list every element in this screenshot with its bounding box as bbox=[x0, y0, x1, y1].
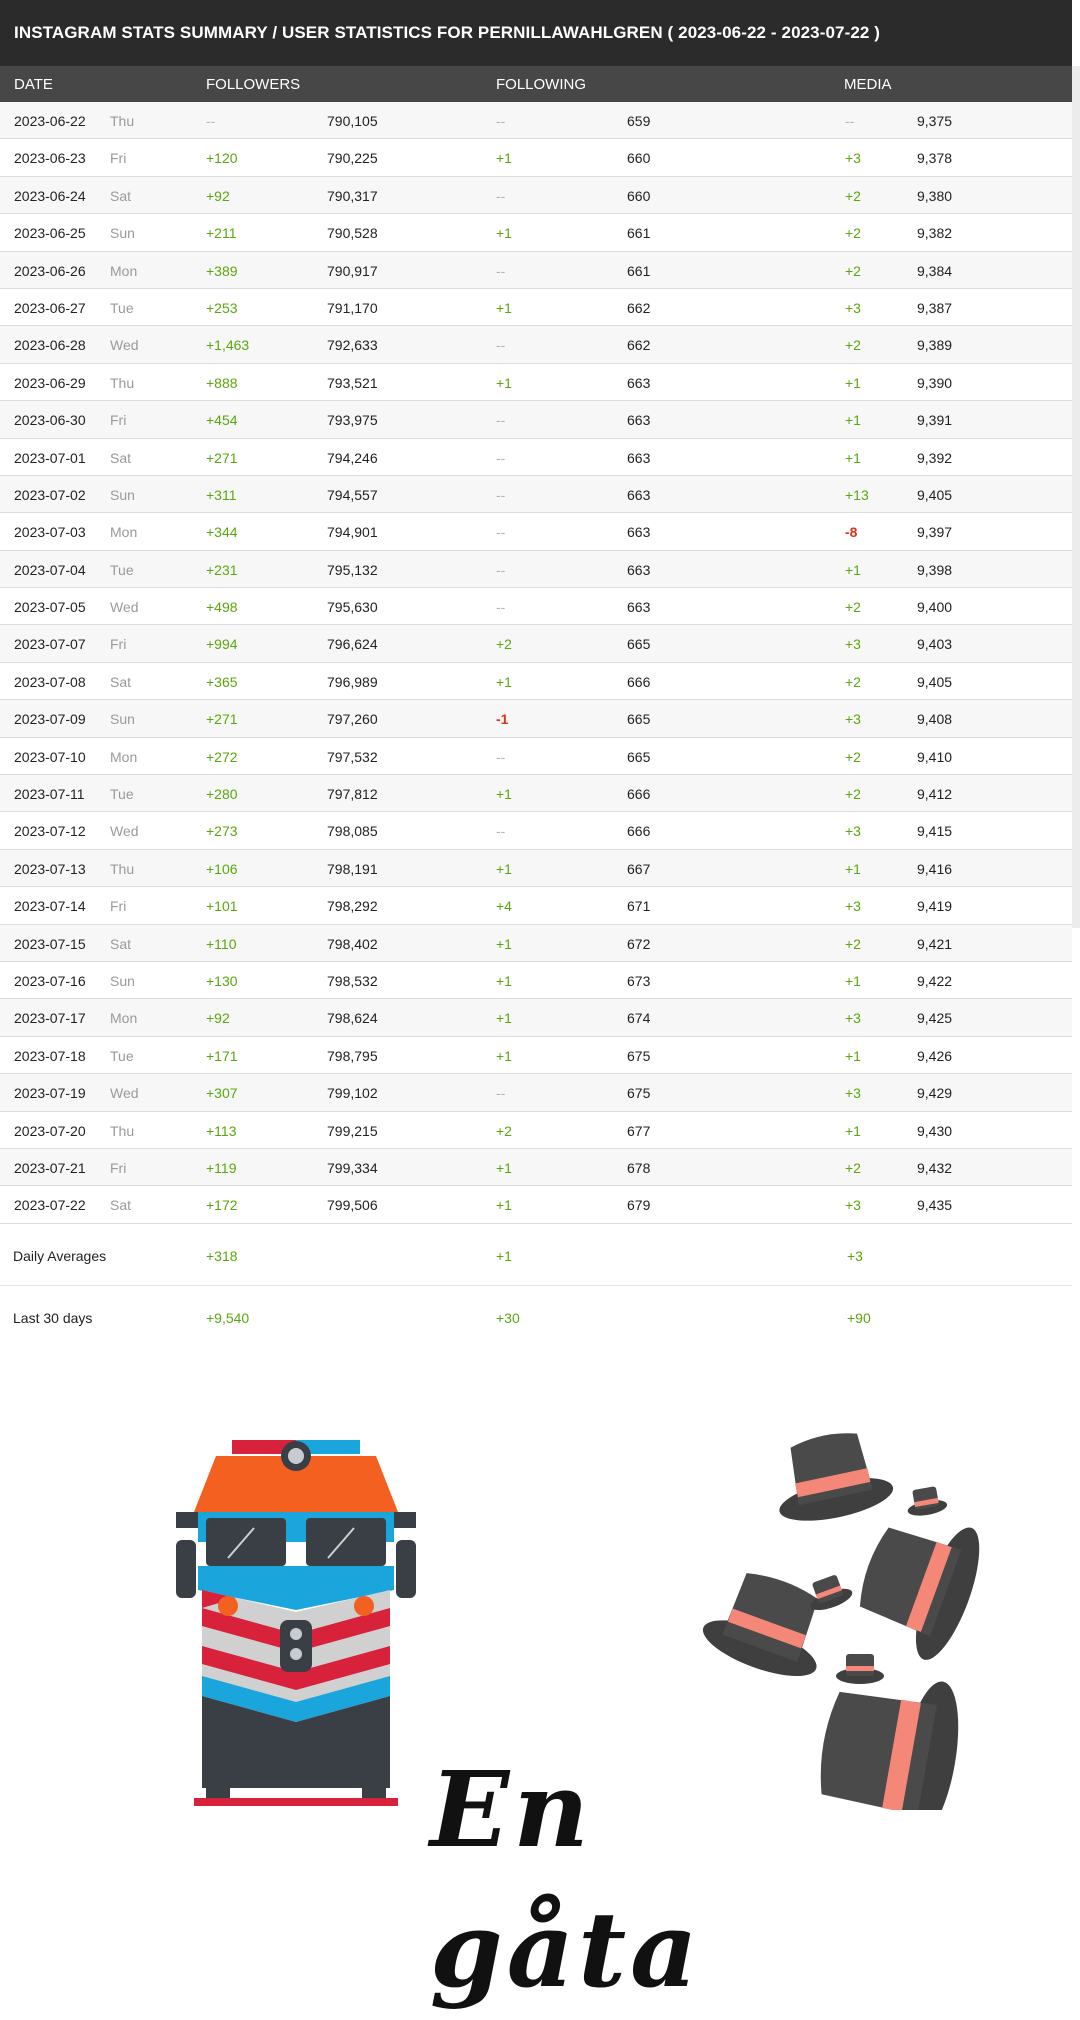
following-change-cell: +2 bbox=[496, 1122, 512, 1139]
followers-change-cell: +1,463 bbox=[206, 337, 250, 354]
media-total-cell: 9,425 bbox=[917, 1010, 953, 1027]
media-total-cell: 9,421 bbox=[917, 935, 953, 952]
followers-total-cell: 794,901 bbox=[327, 524, 378, 541]
followers-change-cell: +365 bbox=[206, 673, 238, 690]
table-row bbox=[0, 102, 1072, 139]
following-total-cell: 679 bbox=[627, 1197, 651, 1214]
table-row bbox=[0, 252, 1072, 289]
day-cell: Mon bbox=[110, 1010, 138, 1027]
page-title-text: INSTAGRAM STATS SUMMARY / USER STATISTICS FOR PERNILLAWAHLGREN ( 2023-06-22 - 2023-07-22 ) bbox=[14, 23, 881, 42]
date-cell: 2023-07-09 bbox=[14, 711, 86, 728]
table-row bbox=[0, 401, 1072, 438]
media-total-cell: 9,419 bbox=[917, 898, 953, 915]
date-cell: 2023-07-14 bbox=[14, 898, 86, 915]
media-total-cell: 9,390 bbox=[917, 374, 953, 391]
day-cell: Sun bbox=[110, 486, 135, 503]
day-cell: Wed bbox=[110, 823, 139, 840]
following-total-cell: 667 bbox=[627, 860, 651, 877]
followers-total-cell: 792,633 bbox=[327, 337, 378, 354]
day-cell: Tue bbox=[110, 1047, 134, 1064]
following-total-cell: 663 bbox=[627, 374, 651, 391]
followers-change-cell: +454 bbox=[206, 412, 238, 429]
following-change-cell: -- bbox=[496, 561, 506, 578]
media-total-cell: 9,403 bbox=[917, 636, 953, 653]
date-cell: 2023-07-08 bbox=[14, 673, 86, 690]
media-total-cell: 9,382 bbox=[917, 225, 953, 242]
media-change-cell: +1 bbox=[845, 972, 861, 989]
day-cell: Thu bbox=[110, 860, 135, 877]
followers-change-cell: +498 bbox=[206, 599, 238, 616]
table-row bbox=[0, 1186, 1072, 1223]
following-change-cell: +1 bbox=[496, 150, 512, 167]
table-row bbox=[0, 700, 1072, 737]
following-total-cell: 660 bbox=[627, 150, 651, 167]
following-total-cell: 663 bbox=[627, 486, 651, 503]
followers-total-cell: 793,975 bbox=[327, 412, 378, 429]
date-cell: 2023-07-12 bbox=[14, 823, 86, 840]
date-cell: 2023-07-02 bbox=[14, 486, 86, 503]
date-cell: 2023-06-28 bbox=[14, 337, 86, 354]
followers-total-cell: 799,334 bbox=[327, 1159, 378, 1176]
media-total-cell: 9,416 bbox=[917, 860, 953, 877]
media-total-cell: 9,415 bbox=[917, 823, 953, 840]
daily-averages-following: +1 bbox=[496, 1247, 512, 1264]
following-change-cell: -- bbox=[496, 449, 506, 466]
media-total-cell: 9,400 bbox=[917, 599, 953, 616]
date-cell: 2023-07-10 bbox=[14, 748, 86, 765]
following-change-cell: +2 bbox=[496, 636, 512, 653]
following-change-cell: -- bbox=[496, 823, 506, 840]
following-change-cell: -- bbox=[496, 412, 506, 429]
followers-change-cell: +171 bbox=[206, 1047, 238, 1064]
following-change-cell: -- bbox=[496, 1085, 506, 1102]
following-change-cell: +1 bbox=[496, 374, 512, 391]
table-row bbox=[0, 1149, 1072, 1186]
table-row bbox=[0, 1112, 1072, 1149]
following-total-cell: 663 bbox=[627, 561, 651, 578]
table-row bbox=[0, 1037, 1072, 1074]
date-cell: 2023-07-15 bbox=[14, 935, 86, 952]
followers-total-cell: 791,170 bbox=[327, 299, 378, 316]
media-change-cell: +2 bbox=[845, 187, 861, 204]
followers-total-cell: 796,989 bbox=[327, 673, 378, 690]
following-change-cell: +1 bbox=[496, 299, 512, 316]
media-change-cell: -8 bbox=[845, 524, 858, 541]
following-total-cell: 666 bbox=[627, 673, 651, 690]
day-cell: Sun bbox=[110, 711, 135, 728]
date-cell: 2023-06-30 bbox=[14, 412, 86, 429]
followers-change-cell: +994 bbox=[206, 636, 238, 653]
day-cell: Tue bbox=[110, 786, 134, 803]
media-change-cell: +1 bbox=[845, 1122, 861, 1139]
media-total-cell: 9,432 bbox=[917, 1159, 953, 1176]
followers-total-cell: 794,246 bbox=[327, 449, 378, 466]
following-change-cell: +1 bbox=[496, 935, 512, 952]
last-30-days-media: +90 bbox=[847, 1309, 871, 1326]
following-change-cell: -- bbox=[496, 748, 506, 765]
day-cell: Fri bbox=[110, 636, 127, 653]
day-cell: Mon bbox=[110, 524, 138, 541]
followers-change-cell: +271 bbox=[206, 449, 238, 466]
date-cell: 2023-07-16 bbox=[14, 972, 86, 989]
media-total-cell: 9,405 bbox=[917, 673, 953, 690]
daily-averages-row bbox=[0, 1224, 1072, 1286]
table-row bbox=[0, 551, 1072, 588]
date-cell: 2023-07-03 bbox=[14, 524, 86, 541]
followers-total-cell: 798,532 bbox=[327, 972, 378, 989]
date-cell: 2023-07-04 bbox=[14, 561, 86, 578]
media-change-cell: +2 bbox=[845, 599, 861, 616]
followers-change-cell: +119 bbox=[206, 1159, 237, 1176]
followers-total-cell: 798,624 bbox=[327, 1010, 378, 1027]
page-title bbox=[0, 0, 1072, 66]
followers-total-cell: 793,521 bbox=[327, 374, 378, 391]
following-total-cell: 665 bbox=[627, 748, 651, 765]
followers-change-cell: +110 bbox=[206, 935, 237, 952]
media-change-cell: +3 bbox=[845, 299, 861, 316]
media-change-cell: +3 bbox=[845, 636, 861, 653]
following-change-cell: +1 bbox=[496, 225, 512, 242]
media-change-cell: +2 bbox=[845, 1159, 861, 1176]
date-cell: 2023-07-11 bbox=[14, 786, 85, 803]
media-change-cell: +2 bbox=[845, 786, 861, 803]
table-row bbox=[0, 364, 1072, 401]
day-cell: Fri bbox=[110, 898, 127, 915]
followers-change-cell: +92 bbox=[206, 1010, 230, 1027]
day-cell: Fri bbox=[110, 1159, 127, 1176]
media-total-cell: 9,408 bbox=[917, 711, 953, 728]
media-total-cell: 9,405 bbox=[917, 486, 953, 503]
day-cell: Tue bbox=[110, 299, 134, 316]
date-cell: 2023-06-22 bbox=[14, 113, 86, 129]
followers-total-cell: 799,102 bbox=[327, 1085, 378, 1102]
table-row bbox=[0, 962, 1072, 999]
date-cell: 2023-06-27 bbox=[14, 299, 86, 316]
column-header-followers: FOLLOWERS bbox=[206, 76, 301, 93]
followers-change-cell: +311 bbox=[206, 486, 237, 503]
table-body bbox=[0, 102, 1072, 1224]
date-cell: 2023-06-26 bbox=[14, 262, 86, 279]
media-change-cell: +1 bbox=[845, 561, 861, 578]
followers-total-cell: 798,402 bbox=[327, 935, 378, 952]
followers-change-cell: +106 bbox=[206, 860, 238, 877]
followers-total-cell: 796,624 bbox=[327, 636, 378, 653]
column-header-following: FOLLOWING bbox=[496, 76, 587, 93]
following-change-cell: -- bbox=[496, 337, 506, 354]
media-change-cell: +2 bbox=[845, 225, 861, 242]
date-cell: 2023-06-25 bbox=[14, 225, 86, 242]
following-change-cell: -- bbox=[496, 113, 506, 129]
last-30-days-following: +30 bbox=[496, 1309, 520, 1326]
date-cell: 2023-07-22 bbox=[14, 1197, 86, 1214]
following-change-cell: -- bbox=[496, 599, 506, 616]
media-change-cell: +2 bbox=[845, 673, 861, 690]
day-cell: Thu bbox=[110, 374, 135, 391]
media-total-cell: 9,430 bbox=[917, 1122, 953, 1139]
table-row bbox=[0, 887, 1072, 924]
table-row bbox=[0, 289, 1072, 326]
scrollbar[interactable] bbox=[1072, 66, 1080, 928]
table-row bbox=[0, 775, 1072, 812]
followers-change-cell: +307 bbox=[206, 1085, 238, 1102]
followers-change-cell: +280 bbox=[206, 786, 238, 803]
following-total-cell: 663 bbox=[627, 524, 651, 541]
followers-total-cell: 790,528 bbox=[327, 225, 378, 242]
day-cell: Tue bbox=[110, 561, 134, 578]
followers-total-cell: 799,506 bbox=[327, 1197, 378, 1214]
table-row bbox=[0, 812, 1072, 849]
day-cell: Sat bbox=[110, 449, 132, 466]
media-change-cell: -- bbox=[845, 113, 855, 129]
date-cell: 2023-07-01 bbox=[14, 449, 86, 466]
followers-total-cell: 790,105 bbox=[327, 113, 378, 129]
followers-change-cell: -- bbox=[206, 113, 216, 129]
day-cell: Wed bbox=[110, 337, 139, 354]
following-total-cell: 666 bbox=[627, 786, 651, 803]
followers-total-cell: 794,557 bbox=[327, 486, 378, 503]
date-cell: 2023-07-19 bbox=[14, 1085, 86, 1102]
day-cell: Wed bbox=[110, 599, 139, 616]
column-header-row bbox=[0, 66, 1072, 102]
date-cell: 2023-07-05 bbox=[14, 599, 86, 616]
date-cell: 2023-07-21 bbox=[14, 1159, 86, 1176]
media-total-cell: 9,391 bbox=[917, 412, 953, 429]
followers-change-cell: +172 bbox=[206, 1197, 238, 1214]
following-total-cell: 662 bbox=[627, 299, 651, 316]
following-change-cell: +1 bbox=[496, 786, 512, 803]
day-cell: Mon bbox=[110, 748, 138, 765]
day-cell: Fri bbox=[110, 150, 127, 167]
following-change-cell: -- bbox=[496, 486, 506, 503]
date-cell: 2023-07-13 bbox=[14, 860, 86, 877]
followers-change-cell: +120 bbox=[206, 150, 238, 167]
following-total-cell: 663 bbox=[627, 449, 651, 466]
followers-total-cell: 797,260 bbox=[327, 711, 378, 728]
media-change-cell: +3 bbox=[845, 1010, 861, 1027]
table-row bbox=[0, 177, 1072, 214]
followers-total-cell: 798,292 bbox=[327, 898, 378, 915]
table-row bbox=[0, 326, 1072, 363]
day-cell: Thu bbox=[110, 113, 135, 129]
media-change-cell: +1 bbox=[845, 860, 861, 877]
table-row bbox=[0, 476, 1072, 513]
table-row bbox=[0, 999, 1072, 1036]
followers-change-cell: +101 bbox=[206, 898, 238, 915]
following-total-cell: 675 bbox=[627, 1047, 651, 1064]
following-total-cell: 666 bbox=[627, 823, 651, 840]
day-cell: Mon bbox=[110, 262, 138, 279]
media-total-cell: 9,378 bbox=[917, 150, 953, 167]
followers-change-cell: +273 bbox=[206, 823, 238, 840]
media-total-cell: 9,389 bbox=[917, 337, 953, 354]
media-change-cell: +1 bbox=[845, 412, 861, 429]
following-change-cell: +1 bbox=[496, 673, 512, 690]
following-total-cell: 660 bbox=[627, 187, 651, 204]
media-change-cell: +3 bbox=[845, 150, 861, 167]
followers-change-cell: +211 bbox=[206, 225, 237, 242]
table-row bbox=[0, 139, 1072, 176]
media-change-cell: +3 bbox=[845, 1085, 861, 1102]
media-total-cell: 9,387 bbox=[917, 299, 953, 316]
table-row bbox=[0, 513, 1072, 550]
day-cell: Sun bbox=[110, 225, 135, 242]
media-total-cell: 9,426 bbox=[917, 1047, 953, 1064]
media-change-cell: +3 bbox=[845, 898, 861, 915]
media-change-cell: +3 bbox=[845, 823, 861, 840]
followers-change-cell: +231 bbox=[206, 561, 238, 578]
media-total-cell: 9,422 bbox=[917, 972, 953, 989]
date-cell: 2023-06-23 bbox=[14, 150, 86, 167]
date-cell: 2023-07-07 bbox=[14, 636, 86, 653]
day-cell: Sat bbox=[110, 187, 132, 204]
table-row bbox=[0, 850, 1072, 887]
date-cell: 2023-07-17 bbox=[14, 1010, 86, 1027]
day-cell: Sun bbox=[110, 972, 135, 989]
following-total-cell: 663 bbox=[627, 412, 651, 429]
media-change-cell: +3 bbox=[845, 711, 861, 728]
following-change-cell: +1 bbox=[496, 1047, 512, 1064]
table-row bbox=[0, 439, 1072, 476]
media-total-cell: 9,397 bbox=[917, 524, 953, 541]
followers-total-cell: 790,317 bbox=[327, 187, 378, 204]
last-30-days-followers: +9,540 bbox=[206, 1309, 250, 1326]
date-cell: 2023-06-24 bbox=[14, 187, 86, 204]
table-row bbox=[0, 1074, 1072, 1111]
followers-change-cell: +130 bbox=[206, 972, 238, 989]
column-header-media: MEDIA bbox=[844, 76, 892, 93]
followers-total-cell: 798,795 bbox=[327, 1047, 378, 1064]
table-row bbox=[0, 214, 1072, 251]
table-row bbox=[0, 738, 1072, 775]
media-total-cell: 9,375 bbox=[917, 113, 953, 129]
following-total-cell: 659 bbox=[627, 113, 651, 129]
date-cell: 2023-07-18 bbox=[14, 1047, 86, 1064]
following-total-cell: 677 bbox=[627, 1122, 651, 1139]
media-change-cell: +1 bbox=[845, 449, 861, 466]
followers-change-cell: +389 bbox=[206, 262, 238, 279]
followers-change-cell: +344 bbox=[206, 524, 238, 541]
following-total-cell: 673 bbox=[627, 972, 651, 989]
following-total-cell: 671 bbox=[627, 898, 651, 915]
media-total-cell: 9,410 bbox=[917, 748, 953, 765]
media-total-cell: 9,435 bbox=[917, 1197, 953, 1214]
column-header-date: DATE bbox=[14, 76, 53, 93]
followers-total-cell: 795,132 bbox=[327, 561, 378, 578]
last-30-days-row bbox=[0, 1286, 1072, 1348]
train-icon bbox=[176, 1440, 416, 1810]
date-cell: 2023-07-20 bbox=[14, 1122, 86, 1139]
following-total-cell: 661 bbox=[627, 262, 651, 279]
followers-total-cell: 797,532 bbox=[327, 748, 378, 765]
media-change-cell: +2 bbox=[845, 262, 861, 279]
media-change-cell: +1 bbox=[845, 1047, 861, 1064]
media-change-cell: +3 bbox=[845, 1197, 861, 1214]
following-total-cell: 672 bbox=[627, 935, 651, 952]
day-cell: Sat bbox=[110, 673, 132, 690]
media-change-cell: +2 bbox=[845, 935, 861, 952]
followers-change-cell: +113 bbox=[206, 1122, 237, 1139]
media-total-cell: 9,412 bbox=[917, 786, 953, 803]
following-total-cell: 665 bbox=[627, 636, 651, 653]
daily-averages-label: Daily Averages bbox=[13, 1247, 107, 1264]
day-cell: Wed bbox=[110, 1085, 139, 1102]
day-cell: Thu bbox=[110, 1122, 135, 1139]
following-total-cell: 675 bbox=[627, 1085, 651, 1102]
following-total-cell: 665 bbox=[627, 711, 651, 728]
following-total-cell: 661 bbox=[627, 225, 651, 242]
followers-total-cell: 798,085 bbox=[327, 823, 378, 840]
date-cell: 2023-06-29 bbox=[14, 374, 86, 391]
day-cell: Sat bbox=[110, 935, 132, 952]
following-change-cell: +4 bbox=[496, 898, 512, 915]
media-change-cell: +2 bbox=[845, 337, 861, 354]
media-total-cell: 9,398 bbox=[917, 561, 953, 578]
followers-change-cell: +253 bbox=[206, 299, 238, 316]
day-cell: Sat bbox=[110, 1197, 132, 1214]
media-change-cell: +13 bbox=[845, 486, 869, 503]
following-change-cell: +1 bbox=[496, 1010, 512, 1027]
followers-change-cell: +92 bbox=[206, 187, 230, 204]
last-30-days-label: Last 30 days bbox=[13, 1309, 93, 1326]
media-total-cell: 9,392 bbox=[917, 449, 953, 466]
following-total-cell: 662 bbox=[627, 337, 651, 354]
following-total-cell: 663 bbox=[627, 599, 651, 616]
following-change-cell: -- bbox=[496, 524, 506, 541]
followers-total-cell: 797,812 bbox=[327, 786, 378, 803]
following-change-cell: -1 bbox=[496, 711, 509, 728]
following-change-cell: +1 bbox=[496, 1197, 512, 1214]
following-change-cell: -- bbox=[496, 187, 506, 204]
table-row bbox=[0, 625, 1072, 662]
followers-total-cell: 799,215 bbox=[327, 1122, 378, 1139]
followers-change-cell: +888 bbox=[206, 374, 238, 391]
caption: En gåta bbox=[430, 1748, 702, 2011]
following-total-cell: 678 bbox=[627, 1159, 651, 1176]
following-change-cell: +1 bbox=[496, 860, 512, 877]
table-row bbox=[0, 588, 1072, 625]
media-total-cell: 9,380 bbox=[917, 187, 953, 204]
followers-total-cell: 795,630 bbox=[327, 599, 378, 616]
following-change-cell: +1 bbox=[496, 972, 512, 989]
followers-total-cell: 798,191 bbox=[327, 860, 378, 877]
following-total-cell: 674 bbox=[627, 1010, 651, 1027]
followers-total-cell: 790,917 bbox=[327, 262, 378, 279]
following-change-cell: +1 bbox=[496, 1159, 512, 1176]
daily-averages-media: +3 bbox=[847, 1247, 863, 1264]
media-total-cell: 9,429 bbox=[917, 1085, 953, 1102]
day-cell: Fri bbox=[110, 412, 127, 429]
daily-averages-followers: +318 bbox=[206, 1247, 238, 1264]
followers-total-cell: 790,225 bbox=[327, 150, 378, 167]
followers-change-cell: +271 bbox=[206, 711, 238, 728]
media-change-cell: +1 bbox=[845, 374, 861, 391]
media-change-cell: +2 bbox=[845, 748, 861, 765]
followers-change-cell: +272 bbox=[206, 748, 238, 765]
following-change-cell: -- bbox=[496, 262, 506, 279]
table-row bbox=[0, 663, 1072, 700]
table-row bbox=[0, 925, 1072, 962]
media-total-cell: 9,384 bbox=[917, 262, 953, 279]
